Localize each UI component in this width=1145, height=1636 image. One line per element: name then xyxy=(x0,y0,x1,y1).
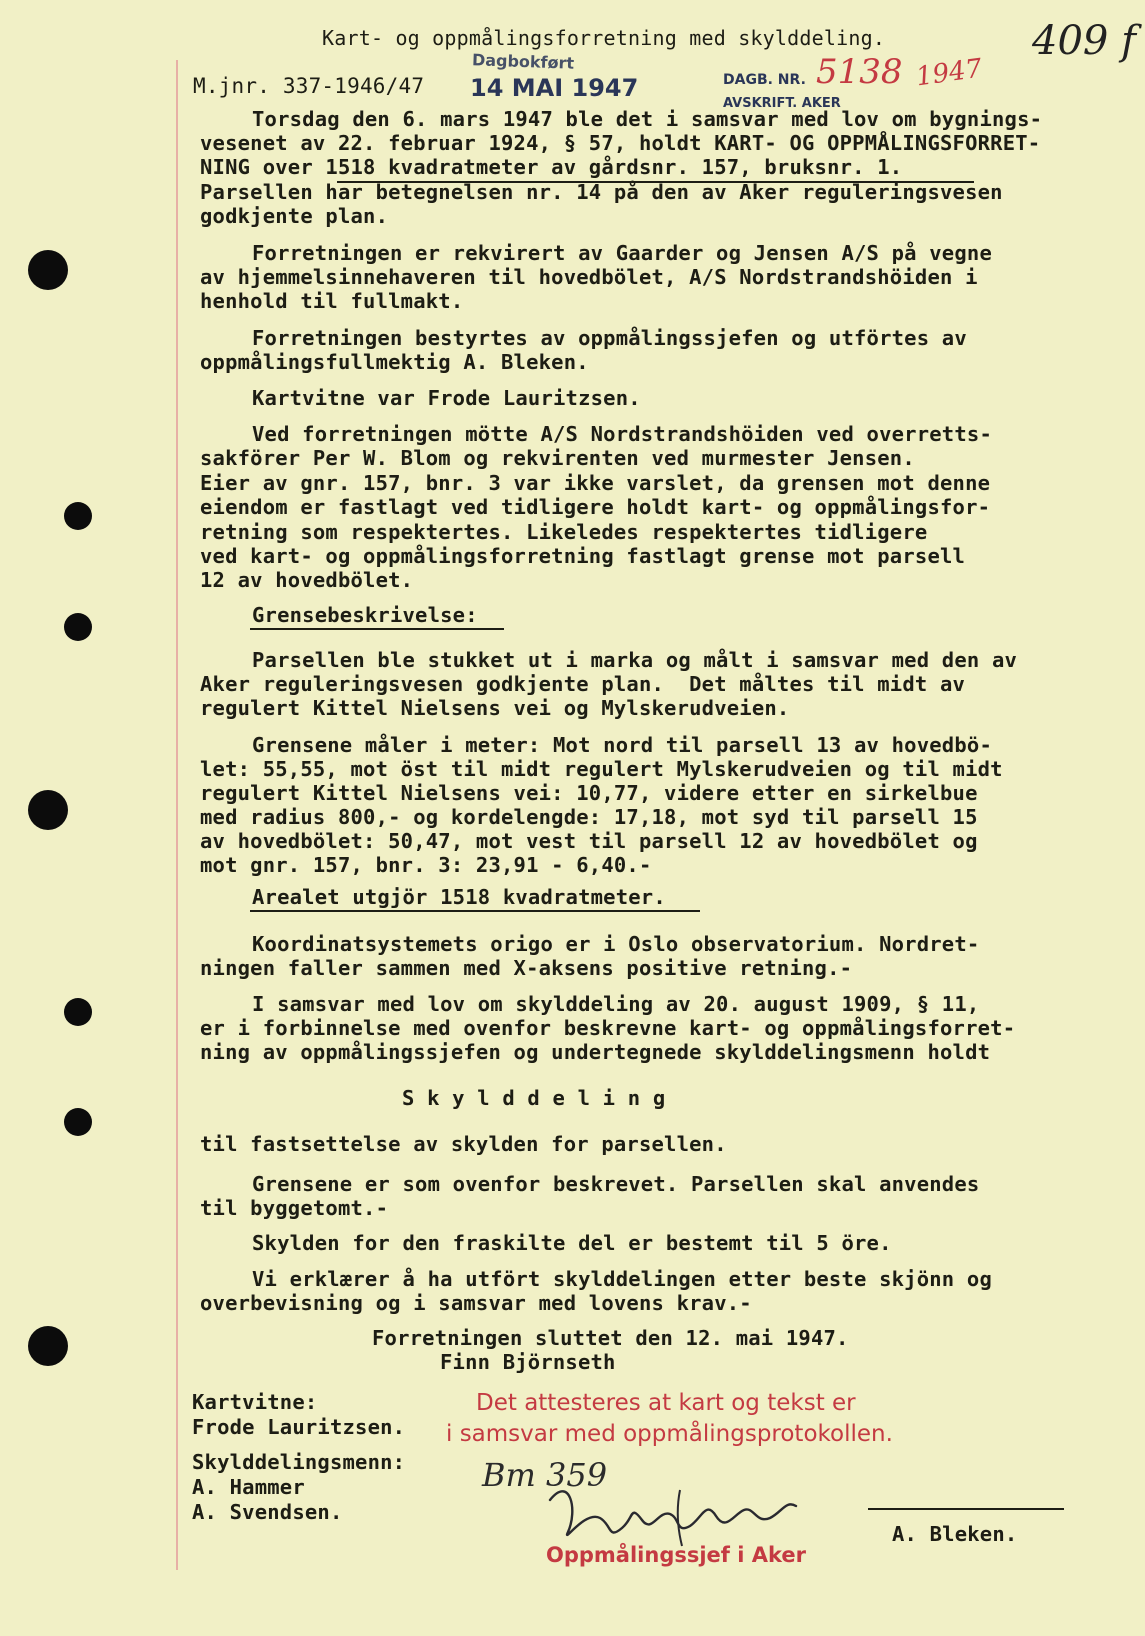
body-line: henhold til fullmakt. xyxy=(200,289,464,313)
journal-number: M.jnr. 337-1946/47 xyxy=(193,74,425,98)
body-line: Koordinatsystemets origo er i Oslo observatorium. Nordret- xyxy=(252,932,980,956)
body-line: ningen faller sammen med X-aksens positive retning.- xyxy=(200,956,853,980)
body-line: Vi erklærer å ha utfört skylddelingen etter beste skjönn og xyxy=(252,1267,992,1291)
body-line: av hovedbölet: 50,47, mot vest til parsell 12 av hovedbölet og xyxy=(200,829,978,853)
punch-hole xyxy=(28,790,68,830)
body-line: Eier av gnr. 157, bnr. 3 var ikke varslet, da grensen mot denne xyxy=(200,471,991,495)
body-line: Torsdag den 6. mars 1947 ble det i samsvar med lov om bygnings- xyxy=(252,107,1043,131)
body-line: vesenet av 22. februar 1924, § 57, holdt KART- OG OPPMÅLINGSFORRET- xyxy=(200,131,1041,155)
punch-hole xyxy=(64,1108,92,1136)
signature-line xyxy=(868,1508,1064,1510)
body-line: Parsellen ble stukket ut i marka og målt i samsvar med den av xyxy=(252,648,1018,672)
body-line: sakförer Per W. Blom og rekvirenten ved murmester Jensen. xyxy=(200,446,915,470)
body-line: Ved forretningen mötte A/S Nordstrandshöiden ved overretts- xyxy=(252,422,992,446)
body-line: overbevisning og i samsvar med lovens krav.- xyxy=(200,1291,752,1315)
signer-name: A. Bleken. xyxy=(892,1522,1018,1546)
body-line: regulert Kittel Nielsens vei og Mylskerudveien. xyxy=(200,696,790,720)
body-line: let: 55,55, mot öst til midt regulert Mylskerudveien og til midt xyxy=(200,757,1003,781)
body-line: mot gnr. 157, bnr. 3: 23,91 - 6,40.- xyxy=(200,853,652,877)
punch-hole xyxy=(28,250,68,290)
stamp-dagbokfort: Dagbokført xyxy=(471,50,575,73)
stamp-oppmalingssjef: Oppmålingssjef i Aker xyxy=(546,1543,806,1567)
kartvitne-name: Frode Lauritzsen. xyxy=(192,1415,406,1439)
punch-hole xyxy=(64,998,92,1026)
body-line: Forretningen er rekvirert av Gaarder og Jensen A/S på vegne xyxy=(252,241,992,265)
body-line: I samsvar med lov om skylddeling av 20. august 1909, § 11, xyxy=(252,992,980,1016)
body-line: Forretningen bestyrtes av oppmålingssjefen og utförtes av xyxy=(252,326,967,350)
punch-hole xyxy=(64,502,92,530)
closing-signer: Finn Björnseth xyxy=(440,1350,616,1374)
underline xyxy=(250,910,700,912)
body-line: er i forbinnelse med ovenfor beskrevne kart- og oppmålingsforret- xyxy=(200,1016,1016,1040)
area-statement: Arealet utgjör 1518 kvadratmeter. xyxy=(252,885,666,909)
body-line: Parsellen har betegnelsen nr. 14 på den av Aker reguleringsvesen xyxy=(200,180,1003,204)
document-title: Kart- og oppmålingsforretning med skylddeling. xyxy=(322,26,886,50)
punch-hole xyxy=(28,1326,68,1366)
body-line: oppmålingsfullmektig A. Bleken. xyxy=(200,350,589,374)
skylddelingsmann-1: A. Hammer xyxy=(192,1475,305,1499)
underline xyxy=(250,628,504,630)
body-line: med radius 800,- og kordelengde: 17,18, mot syd til parsell 15 xyxy=(200,805,978,829)
body-line: NING over 1518 kvadratmeter av gårdsnr. 157, bruksnr. 1. xyxy=(200,155,903,179)
kartvitne-label: Kartvitne: xyxy=(192,1390,318,1414)
body-line: 12 av hovedbölet. xyxy=(200,568,414,592)
body-line: Aker reguleringsvesen godkjente plan. Det måltes til midt av xyxy=(200,672,966,696)
body-line: regulert Kittel Nielsens vei: 10,77, videre etter en sirkelbue xyxy=(200,781,978,805)
dagb-nr-value: 5138 xyxy=(816,52,903,92)
folio-number: 409 f xyxy=(1032,18,1136,64)
section-heading: Grensebeskrivelse: xyxy=(252,603,478,627)
skylddelingsmenn-label: Skylddelingsmenn: xyxy=(192,1450,406,1474)
attest-line-2: i samsvar med oppmålingsprotokollen. xyxy=(446,1421,893,1447)
body-line: ning av oppmålingssjefen og undertegnede skylddelingsmenn holdt xyxy=(200,1040,991,1064)
stamp-date: 14 MAI 1947 xyxy=(470,74,639,102)
body-line: eiendom er fastlagt ved tidligere holdt kart- og oppmålingsfor- xyxy=(200,495,991,519)
body-line: Grensene er som ovenfor beskrevet. Parsellen skal anvendes xyxy=(252,1172,980,1196)
body-line: godkjente plan. xyxy=(200,204,389,228)
avskrift-stamp: AVSKRIFT. AKER xyxy=(723,96,841,111)
body-line: av hjemmelsinnehaveren til hovedbölet, A/S Nordstrandshöiden i xyxy=(200,265,978,289)
body-line: Grensene måler i meter: Mot nord til parsell 13 av hovedbö- xyxy=(252,733,992,757)
body-line: ved kart- og oppmålingsforretning fastlagt grense mot parsell xyxy=(200,544,966,568)
margin-line xyxy=(176,60,178,1570)
attest-line-1: Det attesteres at kart og tekst er xyxy=(476,1390,856,1416)
closing-line: Forretningen sluttet den 12. mai 1947. xyxy=(372,1326,849,1350)
skylddeling-heading: S k y l d d e l i n g xyxy=(402,1086,666,1110)
dagb-nr-label: DAGB. NR. xyxy=(723,72,806,88)
dagb-nr-suffix: 1947 xyxy=(914,53,984,93)
handwritten-note: Bm 359 xyxy=(482,1456,608,1494)
body-line: Skylden for den fraskilte del er bestemt til 5 öre. xyxy=(252,1231,892,1255)
body-line: retning som respektertes. Likeledes respektertes tidligere xyxy=(200,520,928,544)
punch-hole xyxy=(64,613,92,641)
body-line: til fastsettelse av skylden for parsellen. xyxy=(200,1132,727,1156)
skylddelingsmann-2: A. Svendsen. xyxy=(192,1500,343,1524)
body-line: til byggetomt.- xyxy=(200,1196,389,1220)
body-line: Kartvitne var Frode Lauritzsen. xyxy=(252,386,641,410)
